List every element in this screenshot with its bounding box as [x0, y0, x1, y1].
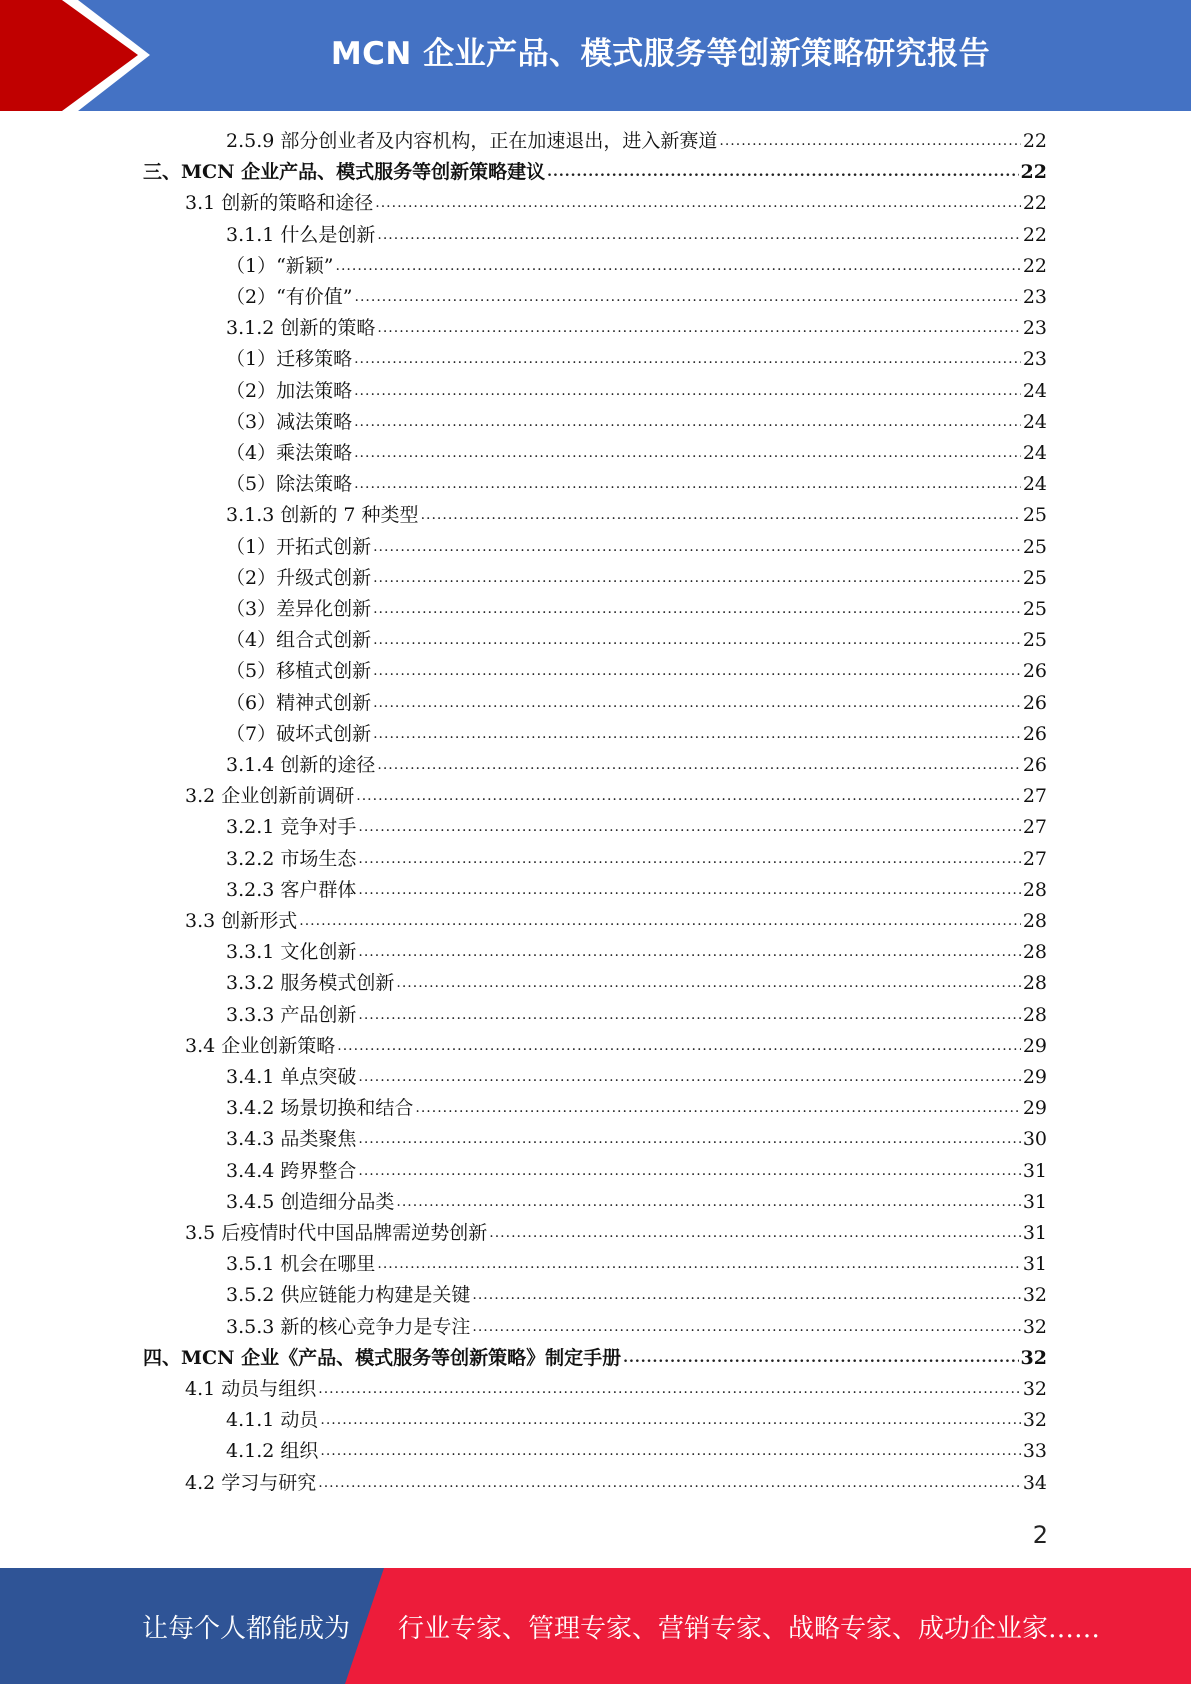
toc-dot-leader: [356, 783, 1021, 809]
toc-entry-title: （7）破坏式创新: [226, 722, 372, 745]
toc-entry-title: （1）开拓式创新: [226, 535, 372, 558]
toc-dot-leader: [373, 658, 1021, 684]
toc-entry-title: （2）“有价值”: [226, 286, 353, 308]
toc-entry-title: 3.4.3 品类聚焦: [226, 1128, 357, 1151]
toc-entry-page: 28: [1022, 941, 1047, 964]
toc-entry-page: 28: [1022, 910, 1047, 932]
toc-entry-title: 3.4.4 跨界整合: [226, 1159, 357, 1182]
toc-dot-leader: [358, 1064, 1020, 1090]
toc-entry-title: 3.2.3 客户群体: [226, 878, 357, 901]
toc-entry-title: （4）组合式创新: [226, 629, 372, 652]
toc-entry[interactable]: [226, 1126, 1047, 1152]
toc-dot-leader: [373, 690, 1021, 716]
toc-entry[interactable]: [226, 534, 1047, 560]
toc-entry[interactable]: [226, 1438, 1047, 1464]
toc-entry-page: 24: [1022, 442, 1047, 464]
toc-entry[interactable]: [226, 1251, 1047, 1277]
toc-entry-title: 三、MCN 企业产品、模式服务等创新策略建议: [143, 161, 546, 184]
toc-entry-page: 26: [1022, 660, 1047, 683]
toc-dot-leader: [623, 1345, 1018, 1371]
toc-dot-leader: [320, 1438, 1020, 1464]
toc-dot-leader: [373, 627, 1021, 653]
toc-entry-title: 3.2.1 竞争对手: [226, 816, 357, 839]
toc-entry[interactable]: [226, 1002, 1047, 1028]
toc-entry-page: 29: [1022, 1097, 1047, 1120]
toc-entry[interactable]: [226, 471, 1047, 497]
toc-dot-leader: [377, 1251, 1020, 1277]
toc-entry[interactable]: [226, 1282, 1047, 1308]
toc-dot-leader: [354, 471, 1021, 497]
toc-entry-page: 26: [1022, 722, 1047, 745]
toc-dot-leader: [377, 752, 1020, 778]
toc-entry[interactable]: [226, 877, 1047, 903]
toc-entry-title: 3.5.1 机会在哪里: [226, 1253, 376, 1276]
toc-entry-page: 30: [1022, 1128, 1047, 1151]
toc-dot-leader: [358, 1126, 1020, 1152]
toc-entry-page: 32: [1022, 1378, 1047, 1400]
toc-entry-page: 28: [1022, 972, 1047, 995]
toc-entry-title: 3.4 企业创新策略: [185, 1034, 336, 1057]
toc-entry-page: 31: [1022, 1253, 1047, 1276]
toc-entry-title: 3.3.2 服务模式创新: [226, 972, 395, 995]
toc-entry-title: 4.1.2 组织: [226, 1440, 319, 1463]
toc-entry-title: 3.3 创新形式: [185, 910, 298, 932]
toc-entry[interactable]: [226, 690, 1047, 716]
toc-entry[interactable]: [185, 190, 1047, 216]
toc-dot-leader: [299, 908, 1021, 934]
toc-entry-title: 3.1.3 创新的 7 种类型: [226, 504, 419, 527]
toc-entry[interactable]: [226, 721, 1047, 747]
toc-dot-leader: [373, 721, 1021, 747]
toc-entry[interactable]: [226, 253, 1047, 279]
toc-entry-page: 25: [1022, 629, 1047, 652]
toc-entry-title: （1）迁移策略: [226, 348, 353, 371]
toc-entry[interactable]: [226, 939, 1047, 965]
toc-entry[interactable]: [226, 284, 1047, 310]
toc-entry-title: （5）移植式创新: [226, 660, 372, 683]
toc-entry-title: 3.2.2 市场生态: [226, 847, 357, 870]
toc-dot-leader: [375, 190, 1021, 216]
toc-entry-title: （1）“新颖”: [226, 254, 334, 277]
toc-entry[interactable]: [185, 1376, 1047, 1402]
toc-entry-page: 23: [1022, 317, 1047, 340]
toc-dot-leader: [415, 1095, 1020, 1121]
toc-dot-leader: [354, 378, 1021, 404]
toc-entry[interactable]: [226, 346, 1047, 372]
toc-dot-leader: [358, 1158, 1020, 1184]
toc-entry-page: 26: [1022, 754, 1047, 776]
toc-entry-title: （2）升级式创新: [226, 566, 372, 589]
toc-entry[interactable]: [226, 440, 1047, 466]
toc-entry-title: 3.4.5 创造细分品类: [226, 1190, 395, 1213]
toc-dot-leader: [355, 284, 1021, 310]
footer-slogan-left: 让每个人都能成为: [142, 1614, 351, 1644]
toc-entry[interactable]: [226, 1189, 1047, 1215]
toc-entry-title: （5）除法策略: [226, 473, 353, 496]
toc-entry-title: 3.1.2 创新的策略: [226, 317, 376, 340]
toc-entry-title: 4.1.1 动员: [226, 1409, 319, 1432]
toc-entry-page: 34: [1022, 1471, 1047, 1494]
toc-dot-leader: [320, 1407, 1020, 1433]
footer-slogan-right: 行业专家、管理专家、营销专家、战略专家、成功企业家……: [398, 1614, 1101, 1644]
toc-dot-leader: [396, 1189, 1020, 1215]
toc-dot-leader: [719, 128, 1020, 154]
toc-entry[interactable]: [185, 908, 1047, 934]
toc-entry-title: （3）减法策略: [226, 410, 353, 433]
toc-entry[interactable]: [226, 752, 1047, 778]
toc-entry[interactable]: [226, 378, 1047, 404]
toc-entry[interactable]: [226, 627, 1047, 653]
toc-entry[interactable]: [226, 658, 1047, 684]
toc-entry-page: 22: [1022, 223, 1047, 246]
toc-entry[interactable]: [226, 596, 1047, 622]
toc-entry-title: 3.5.2 供应链能力构建是关键: [226, 1284, 471, 1307]
toc-entry-page: 33: [1022, 1440, 1047, 1463]
toc-entry-title: 4.1 动员与组织: [185, 1378, 317, 1400]
toc-dot-leader: [489, 1220, 1021, 1246]
toc-entry[interactable]: [226, 1095, 1047, 1121]
toc-entry[interactable]: [226, 502, 1047, 528]
toc-entry-page: 27: [1022, 816, 1047, 839]
toc-entry-page: 26: [1022, 691, 1047, 714]
toc-entry[interactable]: [185, 1470, 1047, 1496]
toc-entry-page: 24: [1022, 473, 1047, 496]
toc-entry[interactable]: [143, 1345, 1047, 1371]
toc-entry-title: 3.5.3 新的核心竞争力是专注: [226, 1315, 471, 1338]
toc-dot-leader: [318, 1376, 1021, 1402]
toc-entry[interactable]: [226, 128, 1047, 154]
toc-entry[interactable]: [226, 1064, 1047, 1090]
toc-entry[interactable]: [226, 409, 1047, 435]
toc-entry[interactable]: [226, 315, 1047, 341]
toc-entry-title: 3.5 后疫情时代中国品牌需逆势创新: [185, 1222, 488, 1244]
toc-entry-page: 24: [1022, 379, 1047, 402]
toc-dot-leader: [358, 939, 1020, 965]
toc-dot-leader: [373, 596, 1021, 622]
toc-entry-page: 22: [1022, 254, 1047, 277]
toc-dot-leader: [318, 1470, 1021, 1496]
toc-entry-page: 22: [1022, 192, 1047, 215]
toc-dot-leader: [472, 1282, 1020, 1308]
toc-entry-page: 31: [1022, 1190, 1047, 1213]
toc-entry-page: 25: [1022, 504, 1047, 527]
toc-entry-title: （2）加法策略: [226, 379, 353, 402]
toc-entry[interactable]: [185, 783, 1047, 809]
toc-entry[interactable]: [185, 1220, 1047, 1246]
toc-entry-title: 4.2 学习与研究: [185, 1471, 317, 1494]
toc-dot-leader: [337, 1033, 1021, 1059]
toc-entry-title: 2.5.9 部分创业者及内容机构，正在加速退出，进入新赛道: [226, 130, 718, 152]
toc-entry-page: 28: [1022, 1003, 1047, 1026]
toc-entry-page: 27: [1022, 785, 1047, 808]
toc-dot-leader: [421, 502, 1021, 528]
toc-entry[interactable]: [226, 1407, 1047, 1433]
toc-entry-title: （6）精神式创新: [226, 691, 372, 714]
toc-entry-title: （4）乘法策略: [226, 442, 353, 464]
toc-entry-page: 32: [1022, 1315, 1047, 1338]
toc-entry-page: 25: [1022, 566, 1047, 589]
toc-entry[interactable]: [226, 565, 1047, 591]
toc-entry[interactable]: [226, 222, 1047, 248]
toc-dot-leader: [336, 253, 1021, 279]
toc-entry-page: 24: [1022, 410, 1047, 433]
toc-entry-title: （3）差异化创新: [226, 598, 372, 620]
toc-dot-leader: [354, 440, 1021, 466]
page-footer: [0, 1568, 1191, 1684]
toc-entry-page: 25: [1022, 598, 1047, 620]
toc-entry[interactable]: [226, 1314, 1047, 1340]
toc-dot-leader: [354, 346, 1021, 372]
document-title: MCN 企业产品、模式服务等创新策略研究报告: [330, 36, 991, 72]
toc-dot-leader: [396, 970, 1020, 996]
toc-dot-leader: [547, 159, 1018, 185]
toc-dot-leader: [358, 877, 1020, 903]
toc-dot-leader: [373, 565, 1021, 591]
toc-entry-title: 3.1.1 什么是创新: [226, 223, 376, 246]
toc-entry-page: 32: [1022, 1284, 1047, 1307]
toc-dot-leader: [377, 222, 1020, 248]
toc-entry[interactable]: [226, 970, 1047, 996]
page-number: 2: [1032, 1521, 1048, 1549]
toc-entry-title: 3.4.2 场景切换和结合: [226, 1097, 414, 1120]
toc-entry-page: 23: [1022, 286, 1047, 308]
toc-dot-leader: [358, 814, 1020, 840]
toc-entry-page: 23: [1022, 348, 1047, 371]
toc-entry-page: 31: [1022, 1159, 1047, 1182]
toc-dot-leader: [358, 1002, 1020, 1028]
page-header: [0, 0, 1191, 111]
toc-entry-title: 3.2 企业创新前调研: [185, 785, 355, 808]
toc-dot-leader: [373, 534, 1021, 560]
toc-entry-title: 3.3.1 文化创新: [226, 941, 357, 964]
toc-entry[interactable]: [185, 1033, 1047, 1059]
toc-entry-page: 29: [1022, 1034, 1047, 1057]
toc-entry[interactable]: [143, 159, 1047, 185]
toc-entry[interactable]: [226, 1158, 1047, 1184]
toc-entry-title: 3.1.4 创新的途径: [226, 754, 376, 776]
toc-dot-leader: [472, 1314, 1020, 1340]
toc-dot-leader: [377, 315, 1020, 341]
toc-entry-page: 32: [1020, 1346, 1047, 1369]
toc-entry-page: 28: [1022, 878, 1047, 901]
toc-entry-title: 3.4.1 单点突破: [226, 1066, 357, 1088]
toc-entry-page: 31: [1022, 1222, 1047, 1244]
toc-entry-page: 22: [1022, 130, 1047, 152]
toc-entry-page: 27: [1022, 847, 1047, 870]
toc-entry-title: 四、MCN 企业《产品、模式服务等创新策略》制定手册: [143, 1346, 622, 1369]
toc-entry-page: 25: [1022, 535, 1047, 558]
toc-dot-leader: [354, 409, 1021, 435]
toc-entry-title: 3.3.3 产品创新: [226, 1003, 357, 1026]
toc-entry[interactable]: [226, 846, 1047, 872]
toc-entry-page: 29: [1022, 1066, 1047, 1088]
toc-entry[interactable]: [226, 814, 1047, 840]
toc-entry-title: 3.1 创新的策略和途径: [185, 192, 374, 215]
toc-dot-leader: [358, 846, 1020, 872]
toc-entry-page: 22: [1020, 161, 1047, 184]
toc-entry-page: 32: [1022, 1409, 1047, 1432]
